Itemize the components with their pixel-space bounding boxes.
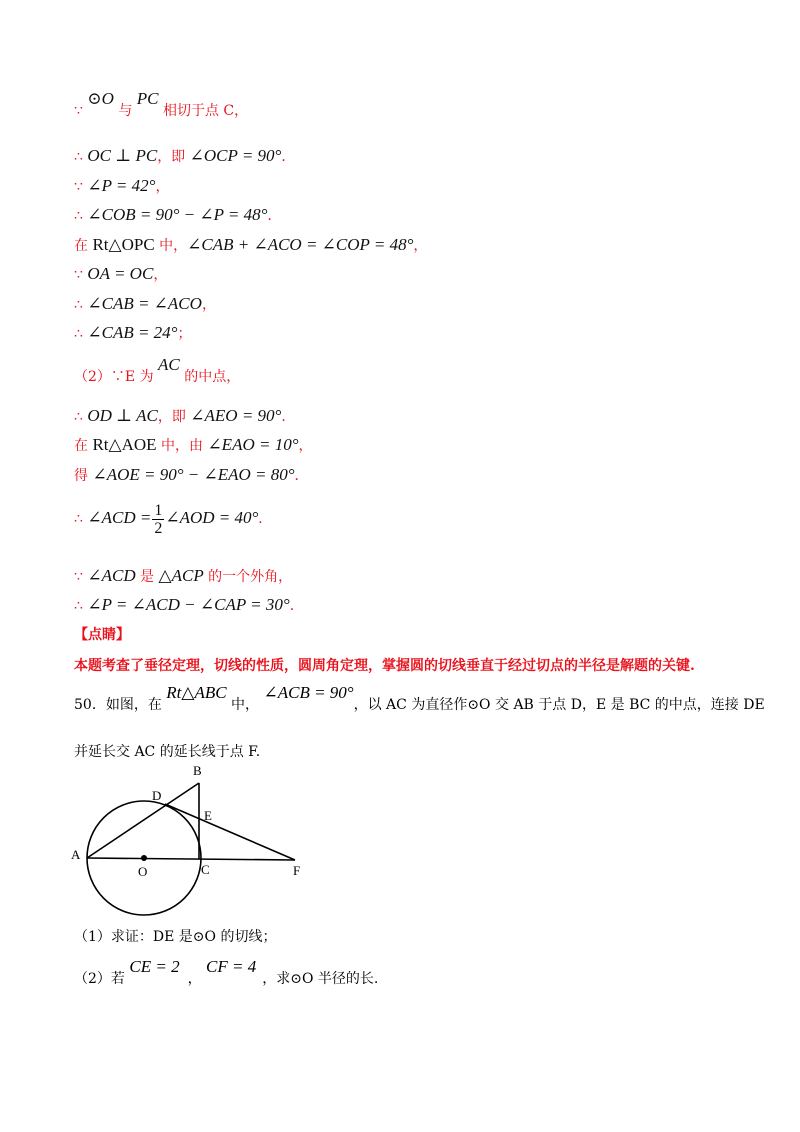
segment-ab bbox=[87, 783, 199, 858]
comment-text: 本题考查了垂径定理，切线的性质，圆周角定理，掌握圆的切线垂直于经过切点的半径是解题的关键. bbox=[74, 658, 695, 674]
label-o: O bbox=[138, 864, 148, 879]
solution-line-13: ∴ ∠ACD = $\frac{1}{2}$ ∠AOD = 40°． bbox=[74, 501, 273, 537]
arc-ac: AC bbox=[158, 355, 180, 374]
label-a: A bbox=[71, 847, 81, 862]
solution-line-9: （2）∵E 为 AC 的中点， bbox=[74, 355, 241, 385]
label-f: F bbox=[293, 863, 301, 878]
label-c: C bbox=[201, 862, 210, 877]
question-2: （2）若 CE = 2， CF = 4，求⊙O 半径的长. bbox=[74, 957, 379, 987]
circle-o-symbol: ⊙O bbox=[87, 89, 114, 108]
question-1: （1）求证：DE 是⊙O 的切线； bbox=[74, 929, 277, 945]
segment-af bbox=[87, 858, 295, 860]
solution-line-3: ∵ ∠P = 42°， bbox=[74, 176, 170, 195]
given-ce: CE = 2 bbox=[129, 957, 180, 976]
solution-line-10: ∴ OD ⊥ AC，即 ∠AEO = 90°． bbox=[74, 406, 296, 425]
solution-line-8: ∴ ∠CAB = 24°； bbox=[74, 323, 192, 342]
label-d: D bbox=[152, 788, 162, 803]
solution-line-5: 在 Rt△OPC 中，∠CAB + ∠ACO = ∠COP = 48°， bbox=[74, 235, 428, 254]
segment-df bbox=[165, 804, 295, 860]
solution-line-4: ∴ ∠COB = 90° − ∠P = 48°． bbox=[74, 205, 282, 224]
center-point-o bbox=[141, 855, 147, 861]
solution-line-2: ∴ OC ⊥ PC，即 ∠OCP = 90°． bbox=[74, 146, 296, 165]
solution-line-11: 在 Rt△AOE 中，由 ∠EAO = 10°， bbox=[74, 435, 313, 454]
solution-line-15: ∴ ∠P = ∠ACD − ∠CAP = 30°． bbox=[74, 595, 304, 614]
solution-line-14: ∵ ∠ACD 是 △ACP 的一个外角， bbox=[74, 566, 293, 585]
fraction-one-half: $\frac{1}{2}$ bbox=[154, 501, 163, 537]
label-e: E bbox=[204, 808, 212, 823]
label-b: B bbox=[193, 763, 202, 778]
problem-statement-line-1: 50．如图，在 Rt△ABC 中， ∠ACB = 90°，以 AC 为直径作⊙O 交 AB 于点 D，E 是 BC 的中点，连接 DE bbox=[74, 683, 765, 713]
angle-acb: ∠ACB = 90° bbox=[263, 683, 354, 702]
solution-line-6: ∵ OA = OC， bbox=[74, 264, 168, 283]
solution-line-12: 得 ∠AOE = 90° − ∠EAO = 80°． bbox=[74, 465, 309, 484]
comment-heading: 【点睛】 bbox=[74, 627, 130, 643]
triangle-rt-abc: Rt△ABC bbox=[166, 683, 227, 702]
segment-pc: PC bbox=[136, 89, 159, 108]
given-cf: CF = 4 bbox=[206, 957, 257, 976]
solution-line-7: ∴ ∠CAB = ∠ACO， bbox=[74, 294, 216, 313]
solution-line-1: ∵ ⊙O 与 PC 相切于点 C， bbox=[74, 89, 249, 119]
geometry-figure bbox=[70, 760, 310, 925]
problem-statement-line-2: 并延长交 AC 的延长线于点 F. bbox=[74, 744, 261, 760]
